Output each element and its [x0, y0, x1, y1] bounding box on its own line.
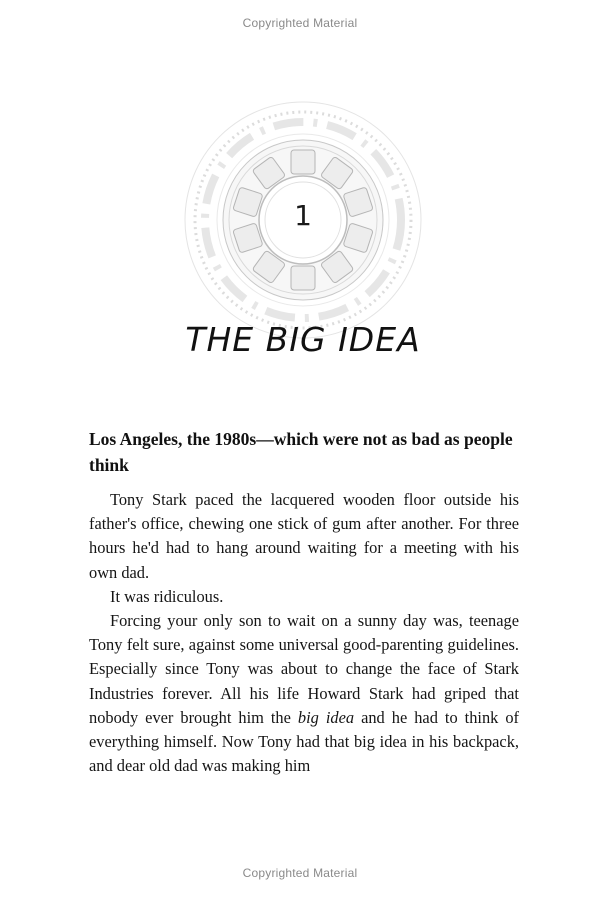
- emphasized-text: big idea: [297, 707, 355, 727]
- chapter-subhead: Los Angeles, the 1980s—which were not as bad as people think: [89, 429, 513, 475]
- body-text: [89, 488, 519, 778]
- paragraph-text: Forcing your only son to wait on a sunny day was, teenage Tony felt sure, against some universal good-parenting guidelines. Especially since Tony was about to change the face of Stark Industries forever. All his life Howard Stark had griped that nobody ever brought him the: [89, 611, 519, 727]
- copyright-watermark-top: Copyrighted Material: [242, 16, 358, 30]
- paragraph: [89, 609, 519, 778]
- chapter-number: 1: [294, 199, 312, 232]
- copyright-watermark-bottom: Copyrighted Material: [242, 866, 358, 880]
- paragraph: Tony Stark paced the lacquered wooden floor outside his father's office, chewing one stick of gum after another. For three hours he'd had to hang around waiting for a meeting with his own dad.: [89, 490, 519, 582]
- paragraph: It was ridiculous.: [110, 586, 224, 606]
- chapter-title: THE BIG IDEA: [185, 320, 421, 359]
- paragraph-text: and he had to think of everything himself. Now Tony had that big idea in his backpack, and dear old dad was making him: [89, 707, 519, 776]
